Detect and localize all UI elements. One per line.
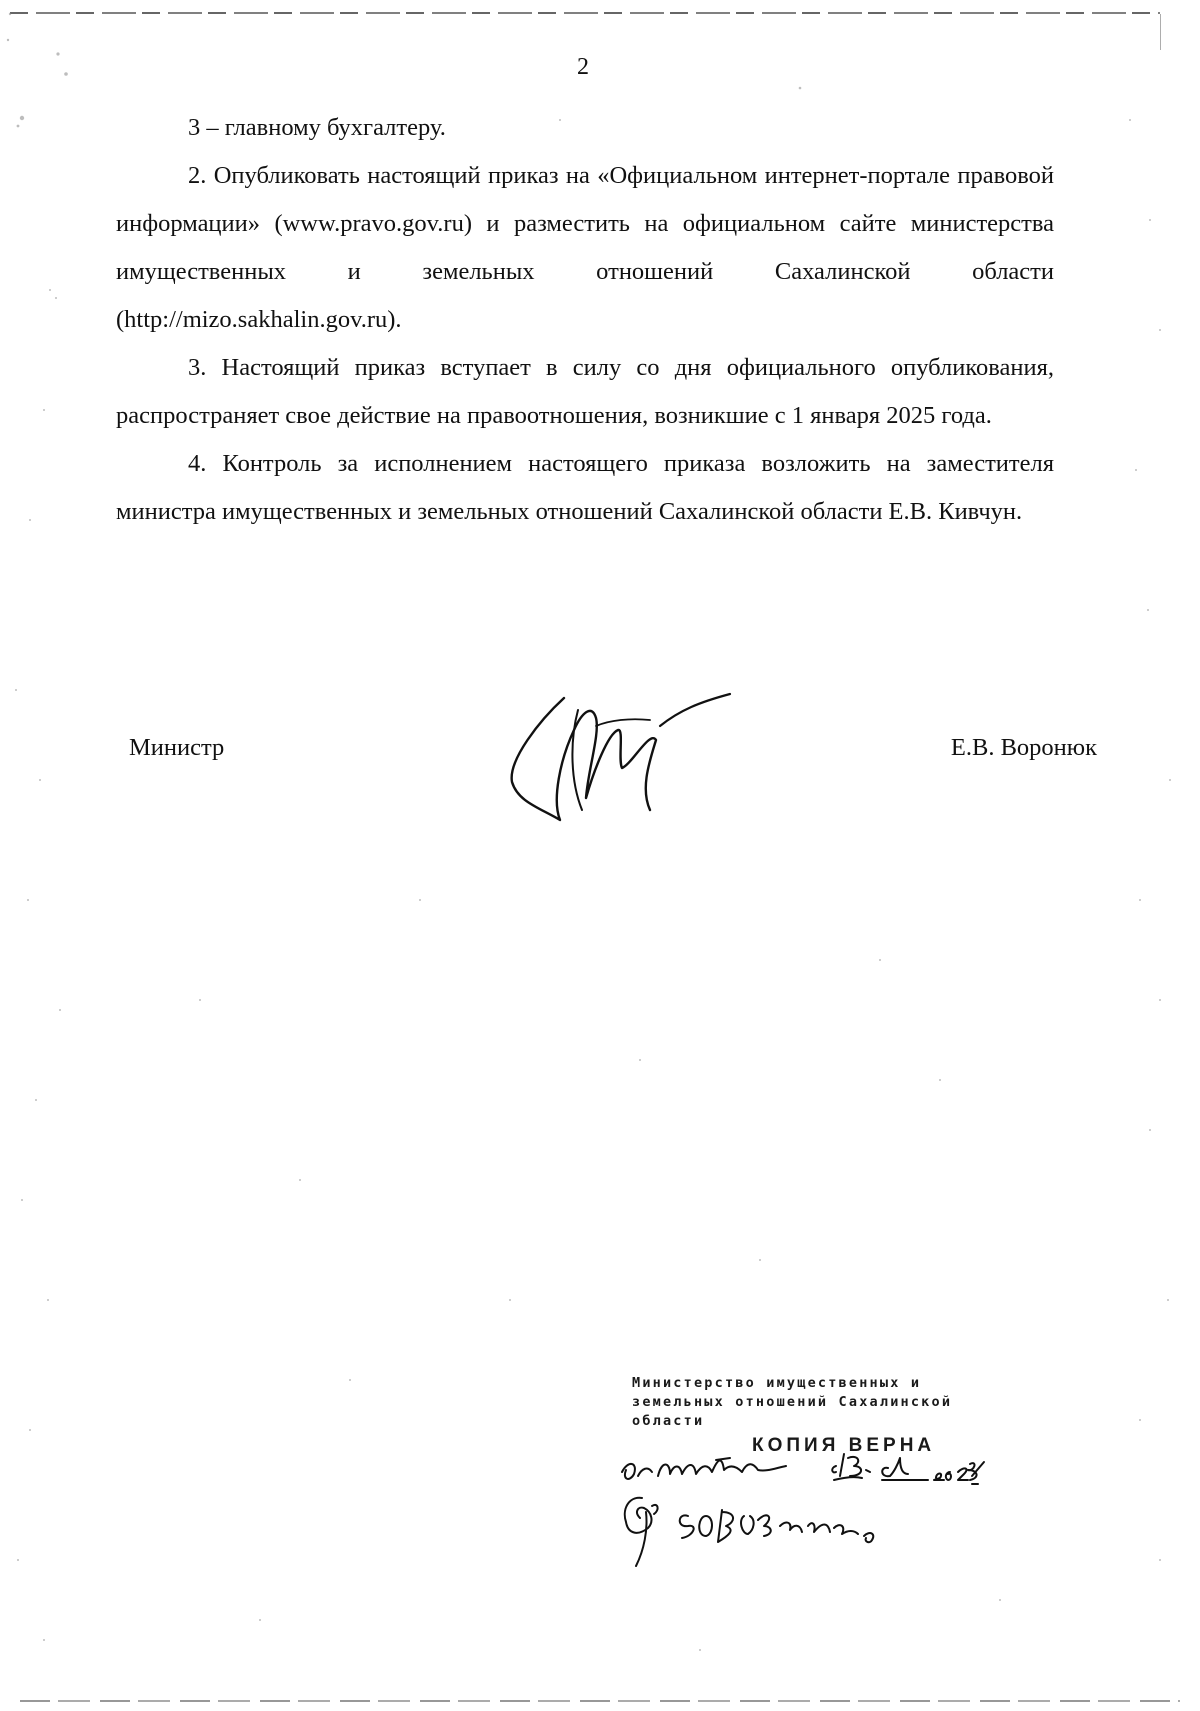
paragraph-control: 4. Контроль за исполнением настоящего приказа возложить на заместителя министра имущественных и земельных отношений Сахалинской области Е.В. Кивчун. (116, 450, 1054, 525)
handwritten-certification (618, 1450, 1058, 1590)
scan-edge-bottom (20, 1700, 1180, 1702)
scan-edge-right (1160, 14, 1161, 50)
certified-copy-stamp (632, 1374, 1012, 1457)
stamp-title: КОПИЯ ВЕРНА (752, 1435, 936, 1456)
paragraph-accountant-item: 3 – главному бухгалтеру. (188, 114, 446, 141)
paragraph-publication: 2. Опубликовать настоящий приказ на «Официальном интернет-портале правовой информации» (www.pravo.gov.ru) и разместить на официальном сайте министерства имущественных и земельных отношений Сахалинской области (http://mizo.sakhalin.gov.ru). (116, 162, 1054, 333)
page-number: 2 (577, 54, 589, 80)
paragraph-effective-date: 3. Настоящий приказ вступает в силу со дня официального опубликования, распространяет свое действие на правоотношения, возникшие с 1 января 2025 года. (116, 354, 1054, 429)
scan-edge-top (10, 12, 1160, 14)
document-body (116, 104, 1054, 536)
stamp-organization: Министерство имущественных и земельных отношений Сахалинской области (632, 1375, 953, 1429)
signatory-title: Министр (129, 734, 225, 761)
signatory-name: Е.В. Воронюк (950, 734, 1097, 761)
minister-signature (500, 690, 750, 830)
